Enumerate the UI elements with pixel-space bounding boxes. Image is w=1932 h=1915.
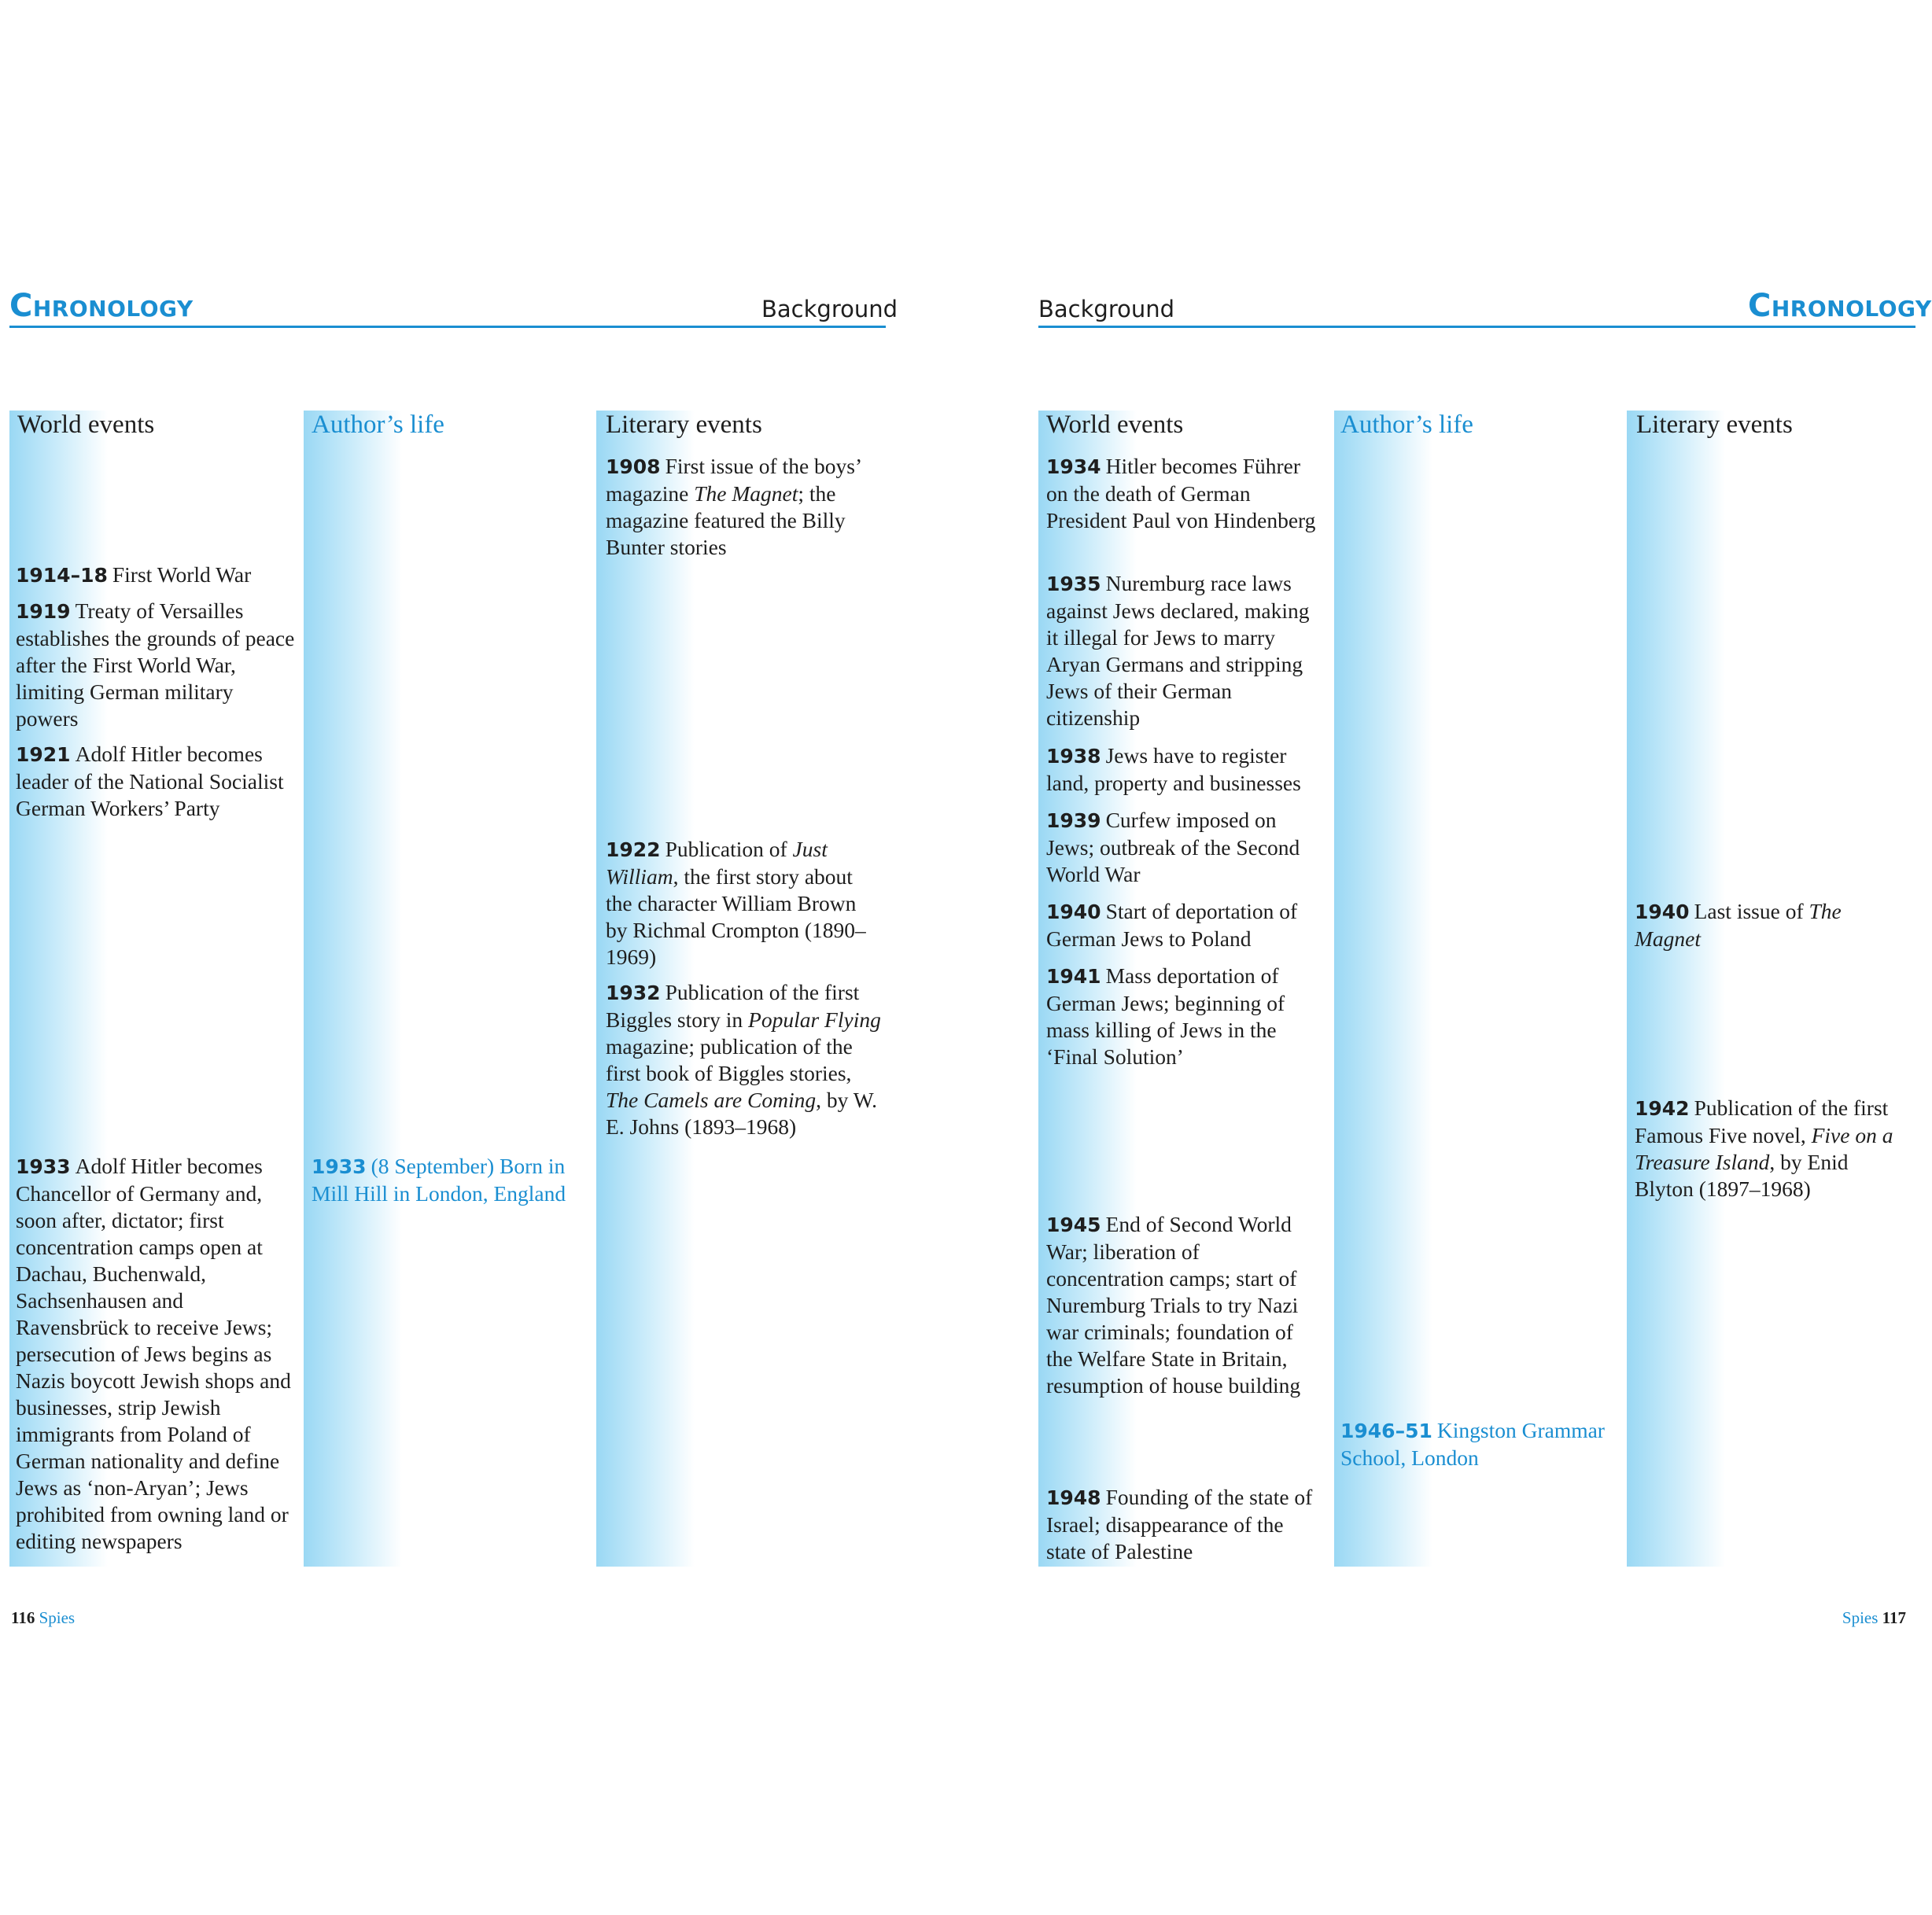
- chronology-heading-left: CHRONOLOGY: [9, 288, 194, 324]
- page-folio-right: Spies 117: [1842, 1608, 1906, 1627]
- author-life-entry: 1933 (8 September) Born in Mill Hill in London, England: [312, 1154, 566, 1206]
- header-rule-left: [9, 326, 886, 328]
- literary-event-entry: 1942 Publication of the first Famous Five novel, Five on a Treasure Island, by Enid Blyton (1897–1968): [1635, 1096, 1893, 1201]
- world-event-entry: 1914–18 First World War: [16, 562, 252, 587]
- column-literary-right: [1627, 411, 1910, 1567]
- world-event-entry: 1919 Treaty of Versailles establishes the grounds of peace after the First World War, limiting German military powers: [16, 598, 295, 731]
- chronology-heading-right: CHRONOLOGY: [1748, 288, 1932, 324]
- background-label-right: Background: [1038, 296, 1175, 322]
- authors-life-heading-left: Author’s life: [312, 411, 444, 439]
- world-event-entry: 1938 Jews have to register land, property and businesses: [1046, 743, 1301, 795]
- world-event-entry: 1945 End of Second World War; liberation of concentration camps; start of Nuremburg Trials to try Nazi war criminals; foundation of the Welfare State in Britain, resumption of house building: [1046, 1212, 1301, 1398]
- world-events-heading-left: World events: [17, 411, 155, 439]
- world-event-entry: 1941 Mass deportation of German Jews; beginning of mass killing of Jews in the ‘Final Solution’: [1046, 963, 1285, 1069]
- world-event-entry: 1939 Curfew imposed on Jews; outbreak of the Second World War: [1046, 808, 1300, 886]
- world-event-entry: 1921 Adolf Hitler becomes leader of the National Socialist German Workers’ Party: [16, 742, 284, 820]
- page-folio-left: 116 Spies: [11, 1608, 76, 1627]
- author-life-entry: 1946–51 Kingston Grammar School, London: [1340, 1418, 1605, 1470]
- literary-event-entry: 1932 Publication of the first Biggles story in Popular Flying magazine; publication of the first book of Biggles stories, The Camels are Coming, by W. E. Johns (1893–1968): [606, 980, 881, 1139]
- literary-events-heading-left: Literary events: [606, 411, 762, 439]
- world-events-heading-right: World events: [1046, 411, 1184, 439]
- world-event-entry: 1948 Founding of the state of Israel; disappearance of the state of Palestine: [1046, 1485, 1313, 1563]
- world-event-entry: 1935 Nuremburg race laws against Jews declared, making it illegal for Jews to marry Aryan Germans and stripping Jews of their German citizenship: [1046, 571, 1310, 730]
- column-author-right: [1334, 411, 1617, 1567]
- column-author-left: [304, 411, 587, 1567]
- literary-event-entry: 1940 Last issue of The Magnet: [1635, 899, 1842, 951]
- world-event-entry: 1940 Start of deportation of German Jews to Poland: [1046, 899, 1298, 951]
- literary-event-entry: 1922 Publication of Just William, the first story about the character William Brown by Richmal Crompton (1890–1969): [606, 837, 866, 969]
- authors-life-heading-right: Author’s life: [1340, 411, 1473, 439]
- literary-event-entry: 1908 First issue of the boys’ magazine The Magnet; the magazine featured the Billy Bunter stories: [606, 454, 861, 559]
- background-label-left: Background: [761, 296, 898, 322]
- literary-events-heading-right: Literary events: [1636, 411, 1793, 439]
- world-event-entry: 1934 Hitler becomes Führer on the death of German President Paul von Hindenberg: [1046, 454, 1316, 532]
- header-rule-right: [1038, 326, 1915, 328]
- world-event-entry: 1933 Adolf Hitler becomes Chancellor of Germany and, soon after, dictator; first concentration camps open at Dachau, Buchenwald, Sachsenhausen and Ravensbrück to receive Jews; persecution of Jews begins as Nazis boycott Jewish shops and businesses, strip Jewish immigrants from Poland of German nationality and define Jews as ‘non-Aryan’; Jews prohibited from owning land or editing newspapers: [16, 1154, 291, 1553]
